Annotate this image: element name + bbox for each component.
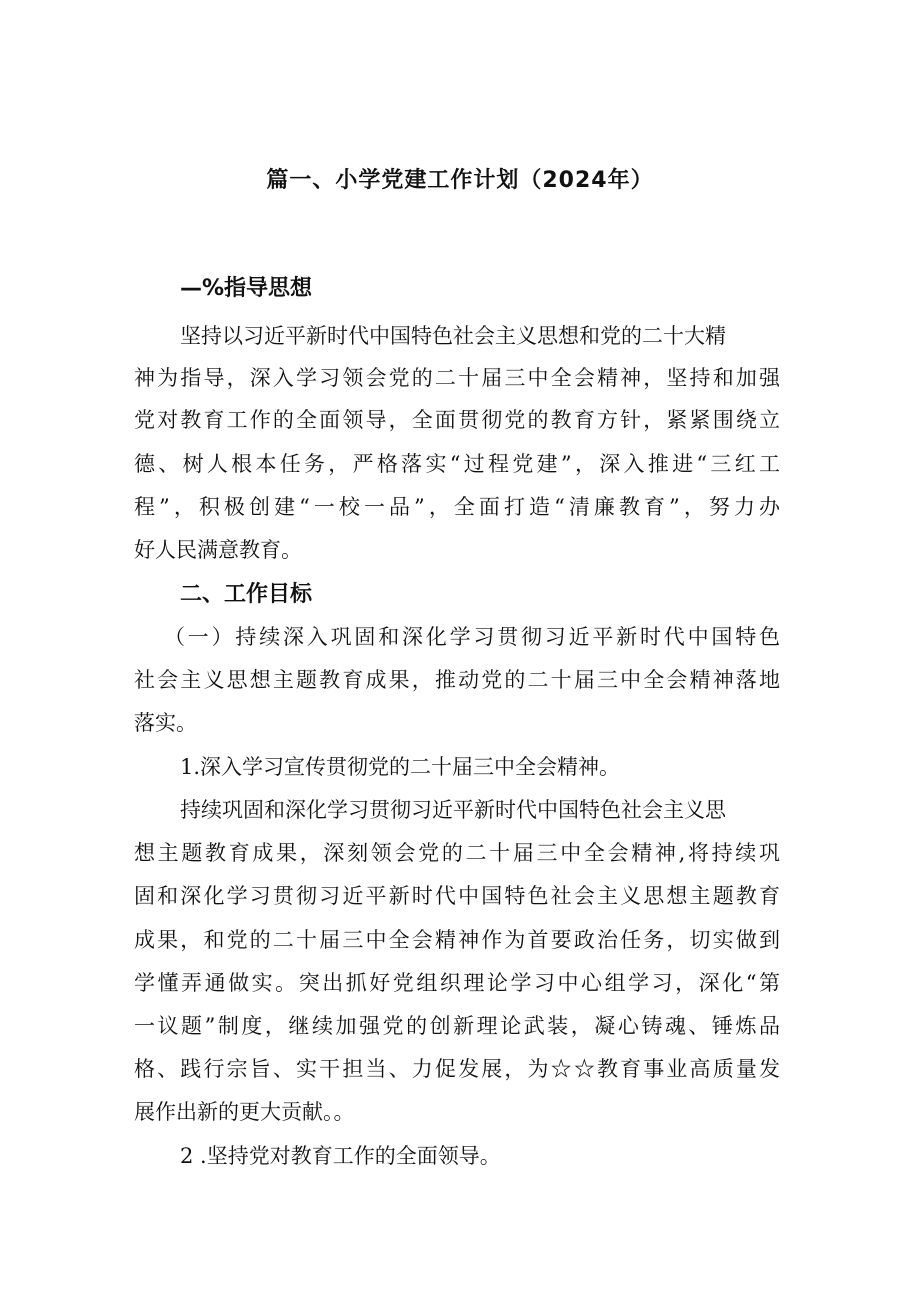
paragraph-line: 持续巩固和深化学习贯彻习近平新时代中国特色社会主义思: [180, 798, 726, 822]
paragraph-line: 德、树人根本任务，严格落实“过程党建”，深入推进“三红工: [134, 452, 780, 476]
paragraph-line: 程”，积极创建“一校一品”，全面打造“清廉教育”，努力办: [134, 495, 780, 519]
section-heading-guiding-ideology: —%指导思想: [180, 276, 313, 301]
paragraph-line: 坚持以习近平新时代中国特色社会主义思想和党的二十大精: [180, 324, 726, 348]
paragraph-line: 展作出新的更大贡献。。: [134, 1100, 355, 1124]
paragraph-line: 一议题”制度，继续加强党的创新理论武装，凝心铸魂、锤炼品: [134, 1014, 780, 1038]
paragraph-line: （一）持续深入巩固和深化学习贯彻习近平新时代中国特色: [164, 625, 780, 649]
list-item-title: 2 .坚持党对教育工作的全面领导。: [180, 1144, 501, 1168]
paragraph-line: 好人民满意教育。: [134, 538, 302, 562]
document-title: 篇一、小学党建工作计划（2024年）: [266, 168, 654, 193]
paragraph-line: 学懂弄通做实。突出抓好党组织理论学习中心组学习，深化“第: [134, 971, 780, 995]
paragraph-line: 成果，和党的二十届三中全会精神作为首要政治任务，切实做到: [134, 928, 780, 952]
list-item-title: 1.深入学习宣传贯彻党的二十届三中全会精神。: [180, 755, 621, 779]
paragraph-line: 格、践行宗旨、实干担当、力促发展，为☆☆教育事业高质量发: [134, 1057, 780, 1081]
paragraph-line: 想主题教育成果，深刻领会党的二十届三中全会精神,将持续巩: [134, 841, 780, 865]
paragraph-line: 固和深化学习贯彻习近平新时代中国特色社会主义思想主题教育: [134, 884, 780, 908]
paragraph-line: 神为指导，深入学习领会党的二十届三中全会精神，坚持和加强: [134, 366, 780, 390]
paragraph-line: 党对教育工作的全面领导，全面贯彻党的教育方针，紧紧围绕立: [134, 408, 780, 432]
section-heading-work-goals: 二、工作目标: [180, 582, 313, 607]
paragraph-line: 社会主义思想主题教育成果，推动党的二十届三中全会精神落地: [134, 668, 780, 692]
paragraph-line: 落实。: [134, 711, 197, 735]
